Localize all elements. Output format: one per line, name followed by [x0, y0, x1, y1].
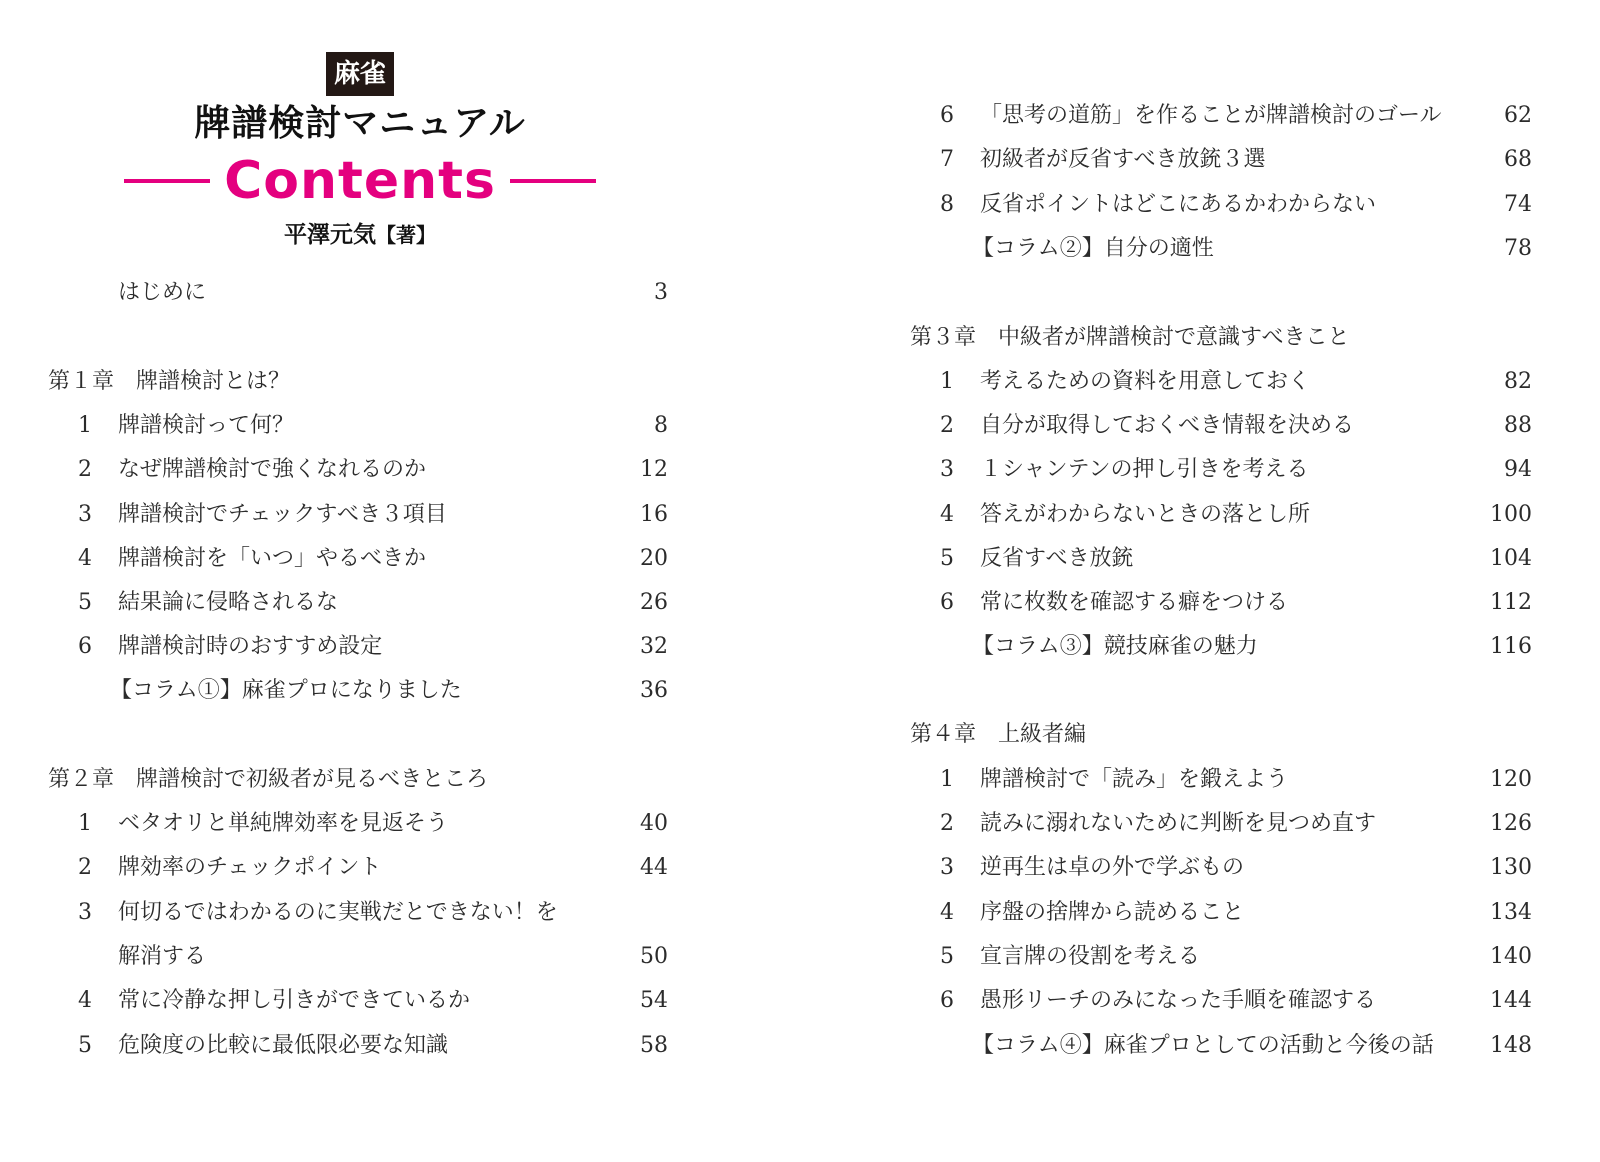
entry-page: 78 — [1504, 236, 1532, 261]
entry-page: 140 — [1490, 944, 1532, 969]
entry-page: 144 — [1490, 988, 1532, 1013]
entry-title: 初級者が反省すべき放銃３選 — [980, 147, 1266, 172]
toc-entry[interactable] — [48, 981, 668, 1021]
entry-number: 6 — [940, 590, 954, 615]
entry-number: 5 — [940, 546, 954, 571]
entry-page: 126 — [1490, 811, 1532, 836]
entry-title: 牌譜検討時のおすすめ設定 — [118, 634, 383, 659]
entry-page: 104 — [1490, 546, 1532, 571]
entry-number: 2 — [940, 811, 954, 836]
entry-title-continued: 解消する — [118, 944, 207, 969]
entry-page: 82 — [1504, 369, 1532, 394]
entry-page: 54 — [640, 988, 668, 1013]
entry-number: 4 — [78, 988, 92, 1013]
entry-page: 134 — [1490, 900, 1532, 925]
column-title: 【コラム①】麻雀プロになりました — [110, 678, 462, 703]
entry-number: 6 — [940, 103, 954, 128]
toc-entry[interactable] — [48, 627, 668, 667]
entry-title: 常に冷静な押し引きができているか — [118, 988, 471, 1013]
chapter-heading[interactable] — [910, 715, 1532, 755]
entry-page: 100 — [1490, 502, 1532, 527]
chapter-title: 第４章 上級者編 — [910, 722, 1087, 747]
toc-entry[interactable] — [910, 981, 1532, 1021]
toc-entry[interactable] — [910, 406, 1532, 446]
entry-title: 牌譜検討って何？ — [118, 413, 295, 438]
book-title: 牌譜検討マニュアル — [194, 103, 526, 144]
author-name: 平澤元気 — [284, 222, 376, 248]
entry-page: 74 — [1504, 192, 1532, 217]
toc-entry[interactable] — [48, 804, 668, 844]
entry-page: 8 — [654, 413, 668, 438]
chapter-title: 第３章 中級者が牌譜検討で意識すべきこと — [910, 325, 1350, 350]
toc-entry[interactable] — [910, 140, 1532, 180]
toc-entry[interactable] — [910, 848, 1532, 888]
toc-entry-intro[interactable] — [48, 273, 668, 313]
toc-entry[interactable] — [48, 450, 668, 490]
entry-title: 愚形リーチのみになった手順を確認する — [980, 988, 1377, 1013]
toc-entry-continuation[interactable] — [48, 937, 668, 977]
entry-number: 4 — [78, 546, 92, 571]
entry-title: 常に枚数を確認する癖をつける — [980, 590, 1289, 615]
chapter-title: 第２章 牌譜検討で初級者が見るべきところ — [48, 767, 489, 792]
toc-entry[interactable] — [910, 495, 1532, 535]
entry-page: 68 — [1504, 147, 1532, 172]
toc-column-entry[interactable] — [910, 229, 1532, 269]
entry-page: 26 — [640, 590, 668, 615]
entry-title: 牌譜検討を「いつ」やるべきか — [118, 546, 427, 571]
toc-entry[interactable] — [910, 362, 1532, 402]
toc-entry[interactable] — [910, 804, 1532, 844]
entry-number: 2 — [78, 457, 92, 482]
entry-page: 62 — [1504, 103, 1532, 128]
entry-number: 7 — [940, 147, 954, 172]
toc-entry[interactable] — [910, 539, 1532, 579]
toc-entry[interactable] — [910, 583, 1532, 623]
entry-page: 130 — [1490, 855, 1532, 880]
mahjong-badge: 麻雀 — [326, 52, 394, 96]
entry-page: 120 — [1490, 767, 1532, 792]
entry-number: 1 — [940, 369, 954, 394]
toc-entry[interactable] — [910, 96, 1532, 136]
toc-entry[interactable] — [48, 1026, 668, 1066]
column-title: 【コラム②】自分の適性 — [972, 236, 1214, 261]
entry-number: 3 — [78, 900, 92, 925]
entry-page: 20 — [640, 546, 668, 571]
toc-entry[interactable] — [48, 848, 668, 888]
entry-title: １シャンテンの押し引きを考える — [980, 457, 1309, 482]
entry-page: 112 — [1490, 590, 1532, 615]
toc-column-entry[interactable] — [48, 671, 668, 711]
entry-title: 自分が取得しておくべき情報を決める — [980, 413, 1355, 438]
entry-page: 58 — [640, 1033, 668, 1058]
entry-title: 考えるための資料を用意しておく — [980, 369, 1311, 394]
chapter-heading[interactable] — [910, 318, 1532, 358]
entry-title: 何切るではわかるのに実戦だとできない！を — [118, 900, 558, 925]
entry-title: ベタオリと単純牌効率を見返そう — [118, 811, 449, 836]
entry-number: 1 — [78, 413, 92, 438]
toc-entry[interactable] — [48, 539, 668, 579]
toc-entry[interactable] — [910, 893, 1532, 933]
entry-title: なぜ牌譜検討で強くなれるのか — [118, 457, 427, 482]
book-header — [120, 52, 600, 252]
entry-number: 3 — [78, 502, 92, 527]
entry-number: 6 — [78, 634, 92, 659]
left-rule — [124, 179, 210, 183]
entry-title: 反省すべき放銃 — [980, 546, 1134, 571]
entry-number: 2 — [940, 413, 954, 438]
entry-page: 3 — [654, 280, 668, 305]
toc-entry[interactable] — [910, 450, 1532, 490]
entry-title: 牌譜検討で「読み」を鍛えよう — [980, 767, 1289, 792]
author-line — [120, 218, 600, 252]
toc-column-entry[interactable] — [910, 627, 1532, 667]
entry-number: 3 — [940, 855, 954, 880]
entry-page: 40 — [640, 811, 668, 836]
entry-page: 148 — [1490, 1033, 1532, 1058]
contents-heading — [120, 150, 600, 212]
entry-number: 8 — [940, 192, 954, 217]
entry-title: 読みに溺れないために判断を見つめ直す — [980, 811, 1377, 836]
entry-page: 88 — [1504, 413, 1532, 438]
entry-number: 6 — [940, 988, 954, 1013]
entry-number: 2 — [78, 855, 92, 880]
toc-entry[interactable] — [910, 185, 1532, 225]
entry-page: 12 — [640, 457, 668, 482]
entry-page: 94 — [1504, 457, 1532, 482]
toc-entry[interactable] — [48, 583, 668, 623]
entry-number: 5 — [78, 590, 92, 615]
entry-title: 序盤の捨牌から読めること — [980, 900, 1245, 925]
right-rule — [510, 179, 596, 183]
chapter-title: 第１章 牌譜検討とは？ — [48, 369, 291, 394]
entry-title: はじめに — [118, 280, 207, 305]
entry-number: 3 — [940, 457, 954, 482]
entry-title: 答えがわからないときの落とし所 — [980, 502, 1311, 527]
entry-page: 32 — [640, 634, 668, 659]
chapter-heading[interactable] — [48, 362, 668, 402]
toc-entry[interactable] — [48, 406, 668, 446]
column-title: 【コラム③】競技麻雀の魅力 — [972, 634, 1258, 659]
toc-entry[interactable] — [910, 760, 1532, 800]
entry-title: 牌譜検討でチェックすべき３項目 — [118, 502, 447, 527]
entry-number: 1 — [940, 767, 954, 792]
entry-title: 反省ポイントはどこにあるかわからない — [980, 192, 1377, 217]
entry-number: 4 — [940, 900, 954, 925]
entry-page: 50 — [640, 944, 668, 969]
toc-column-entry[interactable] — [910, 1026, 1532, 1066]
entry-page: 116 — [1490, 634, 1532, 659]
entry-title: 危険度の比較に最低限必要な知識 — [118, 1033, 449, 1058]
entry-number: 1 — [78, 811, 92, 836]
entry-number: 5 — [940, 944, 954, 969]
entry-page: 16 — [640, 502, 668, 527]
toc-entry[interactable] — [48, 893, 668, 933]
entry-title: 宣言牌の役割を考える — [980, 944, 1201, 969]
entry-page: 44 — [640, 855, 668, 880]
entry-page: 36 — [640, 678, 668, 703]
entry-title: 結果論に侵略されるな — [118, 590, 339, 615]
toc-entry[interactable] — [48, 495, 668, 535]
contents-word: Contents — [224, 151, 496, 211]
author-role: 【著】 — [376, 223, 436, 247]
chapter-heading[interactable] — [48, 760, 668, 800]
entry-title: 逆再生は卓の外で学ぶもの — [980, 855, 1245, 880]
entry-number: 4 — [940, 502, 954, 527]
entry-number: 5 — [78, 1033, 92, 1058]
column-title: 【コラム④】麻雀プロとしての活動と今後の話 — [972, 1033, 1434, 1058]
entry-title: 「思考の道筋」を作ることが牌譜検討のゴール — [980, 103, 1442, 128]
entry-title: 牌効率のチェックポイント — [118, 855, 382, 880]
toc-entry[interactable] — [910, 937, 1532, 977]
